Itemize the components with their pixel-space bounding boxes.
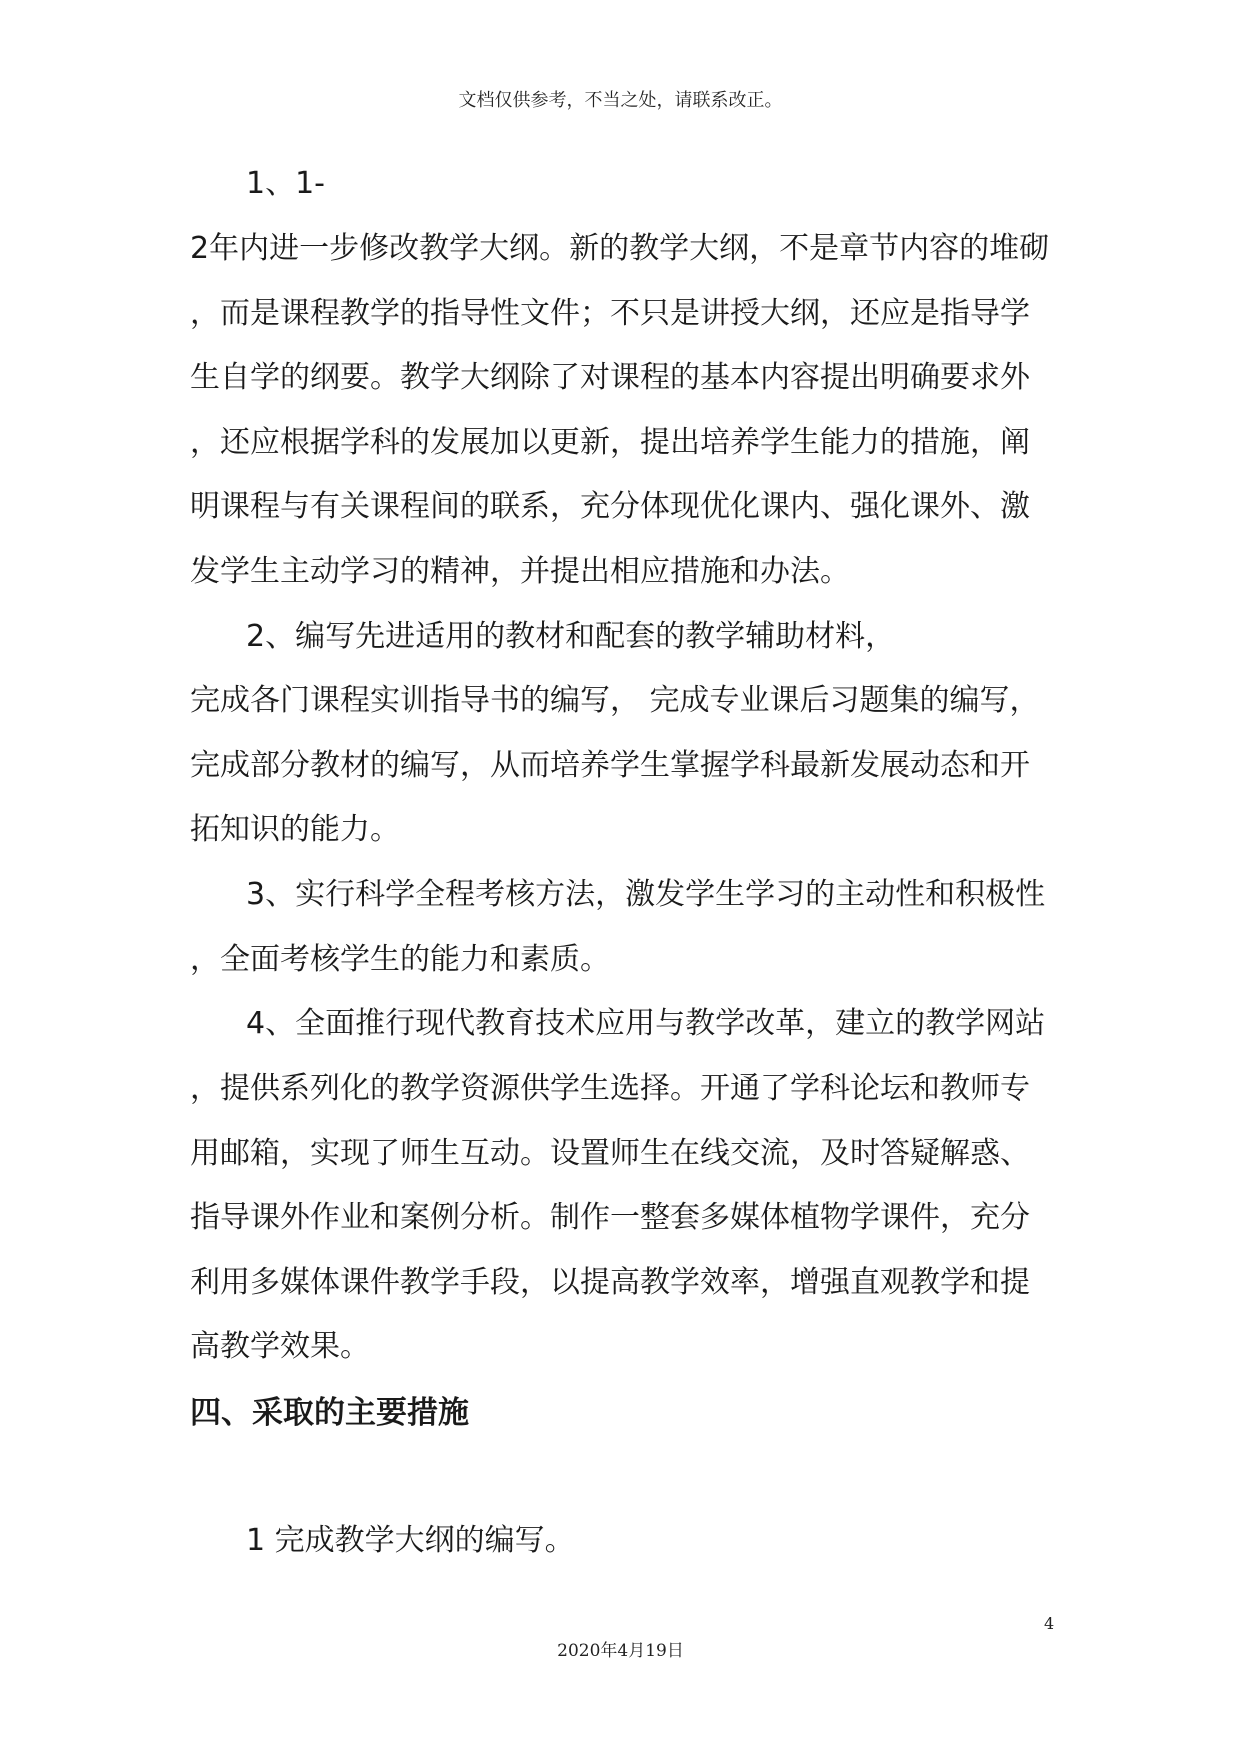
paragraph-line: 2年内进一步修改教学大纲。新的教学大纲，不是章节内容的堆砌: [190, 231, 1050, 266]
paragraph-line: 用邮箱，实现了师生互动。设置师生在线交流，及时答疑解惑、: [190, 1136, 1030, 1171]
paragraph-line: ，还应根据学科的发展加以更新，提出培养学生能力的措施，阐: [190, 425, 1030, 460]
paragraph-line: 2、编写先进适用的教材和配套的教学辅助材料，: [246, 619, 896, 654]
page-number: 4: [1044, 1614, 1055, 1633]
header-note: 文档仅供参考，不当之处，请联系改正。: [458, 90, 783, 111]
paragraph-line: ，提供系列化的教学资源供学生选择。开通了学科论坛和教师专: [190, 1071, 1030, 1106]
paragraph-line: 完成各门课程实训指导书的编写， 完成专业课后习题集的编写，: [190, 683, 1040, 718]
paragraph-line: 3、实行科学全程考核方法，激发学生学习的主动性和积极性: [246, 877, 1046, 912]
paragraph-line: ，而是课程教学的指导性文件；不只是讲授大纲，还应是指导学: [190, 296, 1030, 331]
footer-date: 2020年4月19日: [557, 1641, 684, 1661]
section-heading: 四、采取的主要措施: [190, 1395, 469, 1431]
paragraph-line: 明课程与有关课程间的联系，充分体现优化课内、强化课外、激: [190, 489, 1030, 524]
paragraph-line: 高教学效果。: [190, 1329, 370, 1364]
paragraph-line: 拓知识的能力。: [190, 812, 400, 847]
paragraph-line: 完成部分教材的编写，从而培养学生掌握学科最新发展动态和开: [190, 748, 1030, 783]
paragraph-line: 指导课外作业和案例分析。制作一整套多媒体植物学课件，充分: [190, 1200, 1030, 1235]
paragraph-line: 4、全面推行现代教育技术应用与教学改革，建立的教学网站: [246, 1006, 1046, 1041]
paragraph-line: 1、1-: [246, 166, 325, 201]
paragraph-line: 发学生主动学习的精神，并提出相应措施和办法。: [190, 554, 850, 589]
paragraph-line: 生自学的纲要。教学大纲除了对课程的基本内容提出明确要求外: [190, 360, 1030, 395]
list-item: 1 完成教学大纲的编写。: [246, 1523, 575, 1558]
paragraph-line: ，全面考核学生的能力和素质。: [190, 942, 610, 977]
paragraph-line: 利用多媒体课件教学手段，以提高教学效率，增强直观教学和提: [190, 1265, 1030, 1300]
